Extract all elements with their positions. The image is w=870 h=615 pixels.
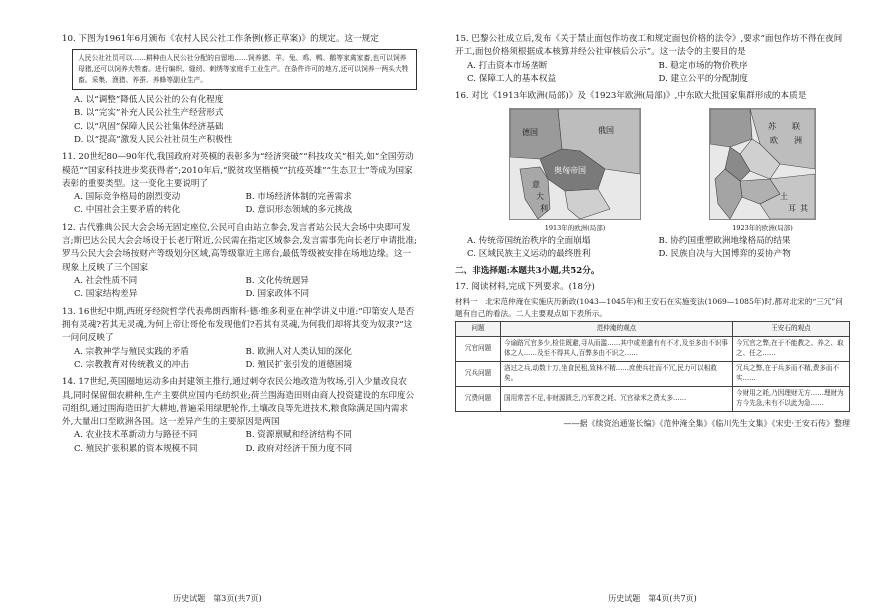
map-label: 大 xyxy=(536,191,544,201)
map-caption: 1913年的欧洲(局部) xyxy=(544,223,606,232)
option-c: C. 国家结构差异 xyxy=(74,289,138,300)
option-c: C. 宗教教育对传统教义的冲击 xyxy=(74,359,189,370)
option-d: D. 以“提高”激发人民公社社员生产积极性 xyxy=(74,134,233,145)
option-b: B. 协约国重塑欧洲地缘格局的结果 xyxy=(658,235,791,246)
table-cell: 冗兵之弊,在于兵多而不精,费多而不实…… xyxy=(733,362,850,387)
question-17 xyxy=(455,281,850,430)
map-label: 德国 xyxy=(522,127,538,137)
map-1923-europe xyxy=(709,108,816,220)
question-stem: 14. 17世纪,英国圈地运动多由封建领主推行,通过刺夺农民公地改造为牧场,引入少量改良农具,同时保留佃农耕种,生产主要供应国内毛纺织业;荷兰围海造田则由商人投资建设的东印度公司组织,通过围海造田扩大耕地,普遍采用绿肥轮作,土壤改良等先进技术,粮食除满足国内需求外,大量出口至欧洲各国。这一差异产生的主要原因是两国 xyxy=(62,377,415,428)
map-1913-shapes xyxy=(510,109,640,219)
map-label: 洲 xyxy=(794,135,802,145)
table-cell: 冗官问题 xyxy=(456,337,501,362)
option-b: B. 以“完实”补充人民公社生产经营形式 xyxy=(74,108,224,119)
table-header: 问题 xyxy=(456,322,501,337)
map-label: 意 xyxy=(532,179,540,189)
option-c: C. 保障工人的基本权益 xyxy=(467,73,557,84)
question-stem: 13. 16世纪中期,西班牙经院哲学代表弗朗西斯科·德·维多利亚在神学讲义中道:“印第安人是否拥有灵魂?若其无灵魂,为何上帝让哥伦布发现他们?若其有灵魂,为何我们却将其变为奴隶?”这一问问反映了 xyxy=(62,306,415,344)
question-12 xyxy=(62,222,417,302)
option-c: C. 区域民族主义运动的最终胜利 xyxy=(467,248,591,259)
option-a: A. 传统帝国统治秩序的全面崩塌 xyxy=(467,235,591,246)
option-b: B. 欧洲人对人类认知的深化 xyxy=(245,346,352,357)
option-b: B. 资源禀赋和经济结构不同 xyxy=(245,430,352,441)
table-header: 范仲淹的观点 xyxy=(501,322,733,337)
map-label: 利 xyxy=(540,203,548,213)
option-c: C. 殖民扩张积累的资本规模不同 xyxy=(74,443,198,454)
section-heading: 二、非选择题:本题共3小题,共52分。 xyxy=(455,266,600,277)
question-13 xyxy=(62,306,417,373)
map-label: 奥匈帝国 xyxy=(554,165,586,175)
map-caption: 1923年的欧洲(局部) xyxy=(732,223,793,232)
table-cell: 今财用之耗,乃因理财无方……理财为方今先急,未有不以此为急…… xyxy=(733,386,850,411)
page-footer: 历史试题 第3页(共7页) xyxy=(173,593,262,603)
map-label: 苏 xyxy=(768,121,776,131)
table-cell: 冗费问题 xyxy=(456,386,501,411)
map-label: 其 xyxy=(800,203,808,213)
option-a: A. 打击资本市场垄断 xyxy=(467,60,548,71)
question-11 xyxy=(62,151,417,218)
option-c: C. 中国社会主要矛盾的转化 xyxy=(74,205,181,216)
table-cell: 冗兵问题 xyxy=(456,362,501,387)
option-a: A. 宗教神学与殖民实践的矛盾 xyxy=(74,346,189,357)
question-stem: 11. 20世纪80—90年代,我国政府对英模的表彰多为“经济突破”“科技攻关”相关,如“全国劳动模范”“国家科技进步奖获得者”;2010年后,“脱贫攻坚楷模”“抗疫英雄”“生态卫士”等成为国家表彰的重要类型。这一变化主要说明了 xyxy=(62,152,414,189)
option-b: B. 市场经济体制的完善需求 xyxy=(245,192,352,203)
comparison-table xyxy=(455,321,850,411)
option-a: A. 以“调整”降低人民公社的公有化程度 xyxy=(74,94,224,105)
table-header: 王安石的观点 xyxy=(733,322,850,337)
option-a: A. 农业技术革新动力与路径不同 xyxy=(74,430,198,441)
question-stem: 10. 下图为1961年6月颁布《农村人民公社工作条例(修正草案)》的规定。这一规定 xyxy=(62,34,379,44)
table-cell: 国用常苦不足,非财源匮乏,乃军费之耗、冗官禄米之费太多…… xyxy=(501,386,733,411)
table-cell: 今谕路冗官多少,检住既避,寻从而滥……其中或差遣有有不才,及至多由不识事体之人……及至不得其人,百弊多由不识之…… xyxy=(501,337,733,362)
question-10 xyxy=(62,33,417,147)
source-note: ——据《续资治通鉴长编》《范仲淹全集》《临川先生文集》《宋史·王安石传》整理 xyxy=(563,418,850,428)
table-row xyxy=(456,362,850,387)
option-d: D. 政府对经济干预力度不同 xyxy=(245,443,353,454)
question-stem: 12. 古代雅典公民大会会场无固定座位,公民可自由站立参会,发言者站公民大会场中央即可发言;斯巴达公民大会会场设于长老厅附近,公民需在指定区域参会,发言需事先向长老厅申请批准;罗马公民大会会场按财产等级划分区域,高等级靠近主席台,最低等级被安排在场地边缘。这一现象上反映了三个国家 xyxy=(62,222,418,273)
question-stem: 16. 对比《1913年欧洲(局部)》及《1923年欧洲(局部)》,中东欧大批国家集群形成的本质是 xyxy=(455,91,807,102)
table-row xyxy=(456,337,850,362)
question-15 xyxy=(455,33,850,86)
map-label: 土 xyxy=(780,191,788,201)
option-d: D. 殖民扩张引发的道德困境 xyxy=(245,359,353,370)
option-b: B. 文化传统迥异 xyxy=(245,276,309,286)
option-a: A. 国际竞争格局的剧烈变动 xyxy=(74,192,181,203)
material-one: 材料一 北宋范仲淹在实施庆历新政(1043—1045年)和王安石在实施变法(1069—1085年)时,都对北宋的“三冗”问题有自己的看法。二人主要观点如下表所示。 xyxy=(455,296,843,318)
option-d: D. 民族自决与大国博弈的妥协产物 xyxy=(658,248,791,259)
map-label: 联 xyxy=(792,121,800,131)
question-14 xyxy=(62,376,417,456)
option-d: D. 意识形态领域的多元挑战 xyxy=(245,205,353,216)
option-b: B. 稳定市场的物价秩序 xyxy=(658,60,748,71)
map-label: 耳 xyxy=(788,203,796,213)
exam-page-4 xyxy=(435,0,870,615)
regulation-box: 人民公社社员可以……耕种由人民公社分配的自留地……饲养猪、羊、兔、鸡、鸭、鹅等家禽家畜,也可以饲养母猪,还可以饲养大牲畜。进行编织、缝纫、刺绣等家庭手工业生产。在条件许可的地方,还可以饲养一两头大牲畜。采集、渔猎、养蚕、养蜂等副业生产。 xyxy=(72,49,417,90)
map-1913-europe xyxy=(509,108,641,220)
question-stem: 17. 阅读材料,完成下列要求。(18分) xyxy=(455,281,595,292)
table-row xyxy=(456,386,850,411)
option-d: D. 建立公平的分配制度 xyxy=(658,73,748,84)
table-cell: 洛过之兵,动数十万,坐食民租,致林不精……庶使兵壮而不冗,民力可以相救矣。 xyxy=(501,362,733,387)
question-16 xyxy=(455,90,850,261)
map-label: 俄国 xyxy=(598,125,614,135)
option-a: A. 社会性质不同 xyxy=(74,276,138,286)
page-footer: 历史试题 第4页(共7页) xyxy=(608,593,697,603)
option-d: D. 国家政体不同 xyxy=(245,289,310,300)
map-label: 欧 xyxy=(770,135,778,145)
table-cell: 今冗官之弊,在于不能教之、养之、取之、任之…… xyxy=(733,337,850,362)
question-stem: 15. 巴黎公社成立后,发布《关于禁止面包作坊夜工和规定面包价格的法令》,要求“面包作坊不得在夜间开工,面包价格须根据成本核算并经公社审核后公示”。这一法令的主要目的是 xyxy=(455,34,843,58)
option-c: C. 以“巩固”保障人民公社集体经济基础 xyxy=(74,121,224,132)
